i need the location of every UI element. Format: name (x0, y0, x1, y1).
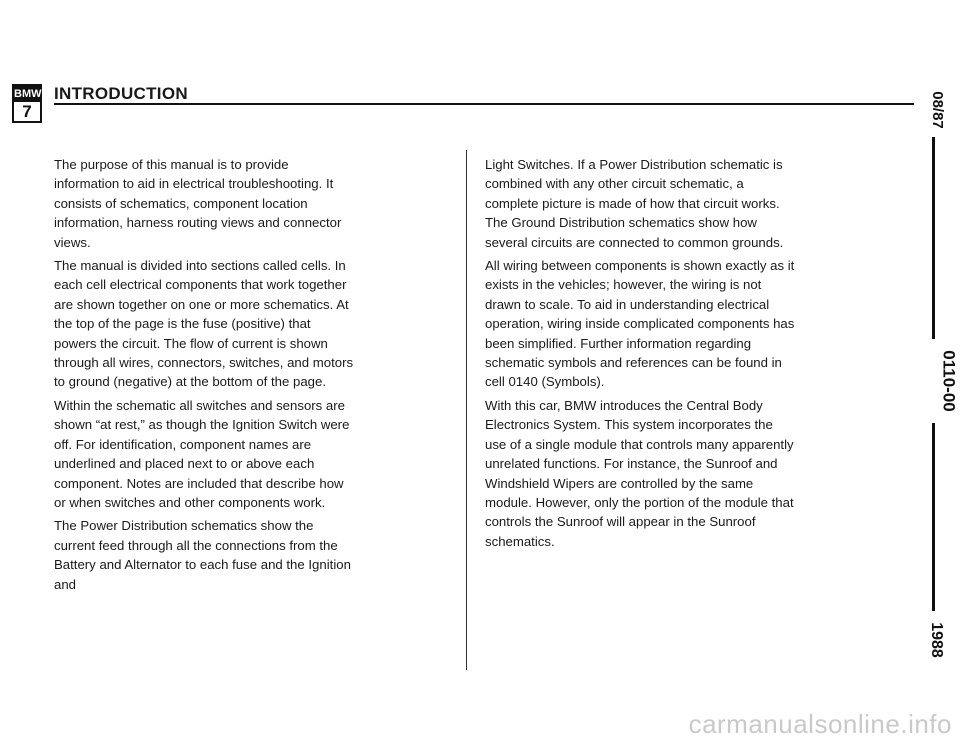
left-text-column (54, 155, 354, 598)
paragraph: All wiring between components is shown exactly as it exists in the vehicles; however, the wiring is not drawn to scale. To aid in understanding electrical operation, wiring inside complicated components has been simplified. Further information regarding schematic symbols and references can be found in cell 0140 (Symbols). (485, 258, 795, 390)
logo-brand-text: BMW (14, 88, 42, 100)
paragraph: Light Switches. If a Power Distribution schematic is combined with any other circuit schematic, a complete picture is made of how that circuit works. The Ground Distribution schematics show how several circuits are connected to common grounds. (485, 157, 784, 250)
bmw-7-logo (12, 84, 42, 123)
paragraph: The Power Distribution schematics show the current feed through all the connections from the Battery and Alternator to each fuse and the Ignition and (54, 518, 351, 592)
year-label: 1988 (927, 622, 945, 658)
watermark-text: carmanualsonline.info (688, 709, 952, 739)
date-label: 08/87 (928, 91, 946, 129)
paragraph: With this car, BMW introduces the Central Body Electronics System. This system incorporates the use of a single module that controls many apparently unrelated functions. For instance, the Sunroof and Windshield Wipers are controlled by the same module. However, only the portion of the module that controls the Sunroof will appear in the Sunroof schematics. (485, 397, 794, 549)
margin-rule (932, 137, 935, 339)
right-text-column (485, 155, 797, 555)
column-divider (466, 150, 467, 670)
logo-series-number: 7 (22, 102, 32, 121)
header-rule (54, 103, 914, 105)
paragraph: The manual is divided into sections called cells. In each cell electrical components that work together are shown together on one or more schematics. At the top of the page is the fuse (positive) that powers the circuit. The flow of current is shown through all wires, connectors, switches, and motors to ground (negative) at the bottom of the page. (54, 258, 354, 390)
side-margin (918, 85, 959, 675)
page-title: INTRODUCTION (54, 84, 188, 103)
margin-rule (932, 423, 935, 611)
section-code-label: 0110-00 (939, 350, 959, 412)
paragraph: The purpose of this manual is to provide information to aid in electrical troubleshooting. It consists of schematics, component location information, harness routing views and connector views. (54, 157, 342, 250)
paragraph: Within the schematic all switches and sensors are shown “at rest,” as though the Ignition Switch were off. For identification, component names are underlined and placed next to or above each component. Notes are included that describe how or when switches and other components work. (54, 397, 350, 510)
